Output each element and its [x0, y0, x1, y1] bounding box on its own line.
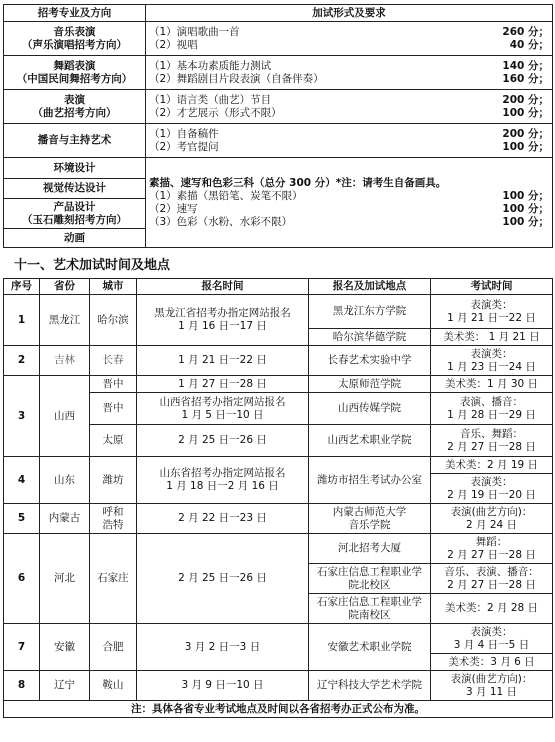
- header-city: 城市: [90, 279, 137, 295]
- table-row: 晋中 山西省招考办指定网站报名 1 月 5 日一10 日 山西传媒学院 表演、播音： 1 月 28 日一29 日: [4, 393, 553, 425]
- table-row: 7 安徽 合肥 3 月 2 日一3 日 安徽艺术职业学院 表演类： 3 月 4 日一5 日: [4, 624, 553, 654]
- footnote: 注：具体各省专业考试地点及时间以各省招考办正式公布为准。: [4, 701, 553, 718]
- table-row: 2 吉林 长春 1 月 21 日一22 日 长春艺术实验中学 表演类： 1 月 23 日一24 日: [4, 346, 553, 376]
- table-row: 石家庄信息工程职业学 院北校区 音乐、表演、播音： 2 月 27 日一28 日: [4, 564, 553, 594]
- exam-requirements-table: [3, 4, 553, 248]
- major-cell: 环境设计: [4, 158, 146, 179]
- major-cell: 动画: [4, 229, 146, 248]
- table-row: [4, 701, 553, 718]
- section-title: 十一、艺术加试时间及地点: [14, 258, 171, 273]
- table-row: 3 山西 晋中 1 月 27 日一28 日 太原师范学院 美术类：1 月 30 日: [4, 376, 553, 393]
- table-row: 石家庄信息工程职业学 院南校区 美术类：2 月 28 日: [4, 594, 553, 624]
- table-row: 4 山东 潍坊 山东省招考办指定网站报名 1 月 18 日一2 月 16 日 潍坊市招生考试办公室 美术类：2 月 19 日: [4, 457, 553, 474]
- table-row: [4, 158, 553, 179]
- major-cell: 播音与主持艺术: [4, 124, 146, 158]
- requirements-cell: （1）自备稿件 200 分； （2）考官提问 100 分；: [146, 124, 553, 158]
- table-row: 8 辽宁 鞍山 3 月 9 日一10 日 辽宁科技大学艺术学院 表演(曲艺方向)： 3 月 11 日: [4, 671, 553, 701]
- table-row: [4, 22, 553, 56]
- major-cell: 舞蹈表演 （中国民间舞招考方向）: [4, 56, 146, 90]
- table-row: 哈尔滨华德学院 美术类： 1 月 21 日: [4, 329, 553, 346]
- header-major: 招考专业及方向: [4, 5, 146, 22]
- table-row: 6 河北 石家庄 2 月 25 日一26 日 河北招考大厦 舞蹈： 2 月 27 日一28 日: [4, 534, 553, 564]
- header-registration: 报名时间: [137, 279, 309, 295]
- table-row: 表演类： 2 月 19 日一20 日: [4, 474, 553, 504]
- header-requirements: 加试形式及要求: [146, 5, 553, 22]
- major-cell: 产品设计 （玉石雕刻招考方向）: [4, 199, 146, 229]
- major-cell: 表演 （曲艺招考方向）: [4, 90, 146, 124]
- exam-schedule-table: [3, 278, 553, 718]
- table-row: 太原 2 月 25 日一26 日 山西艺术职业学院 音乐、舞蹈： 2 月 27 日一28 日: [4, 425, 553, 457]
- table-row: [4, 124, 553, 158]
- header-location: 报名及加试地点: [309, 279, 431, 295]
- document-page: [0, 4, 555, 742]
- header-no: 序号: [4, 279, 40, 295]
- major-cell: 视觉传达设计: [4, 179, 146, 199]
- requirements-cell: （1）语言类（曲艺）节目 200 分； （2）才艺展示（形式不限） 100 分；: [146, 90, 553, 124]
- table-row: [4, 56, 553, 90]
- table-row: 美术类：3 月 6 日: [4, 654, 553, 671]
- header-province: 省份: [40, 279, 90, 295]
- table-row: 5 内蒙古 呼和 浩特 2 月 22 日一23 日 内蒙古师范大学 音乐学院 表演(曲艺方向)： 2 月 24 日: [4, 504, 553, 534]
- requirements-cell: （1）演唱歌曲一首 260 分； （2）视唱 40 分；: [146, 22, 553, 56]
- requirements-cell: （1）基本功素质能力测试 140 分； （2）舞蹈剧目片段表演（自备伴奏） 160 分；: [146, 56, 553, 90]
- table-row: 1 黑龙江 哈尔滨 黑龙江省招考办指定网站报名 1 月 16 日一17 日 黑龙江东方学院 表演类： 1 月 21 日一22 日: [4, 295, 553, 329]
- design-requirements-cell: 素描、速写和色彩三科（总分 300 分）*注：请考生自备画具。 （1）素描（黑铅笔、炭笔不限） 100 分； （2）速写 100 分； （3）色彩（水粉、水彩不限） 100 分；: [146, 158, 553, 248]
- table-row: [4, 90, 553, 124]
- major-cell: 音乐表演 （声乐演唱招考方向）: [4, 22, 146, 56]
- header-exam-time: 考试时间: [431, 279, 553, 295]
